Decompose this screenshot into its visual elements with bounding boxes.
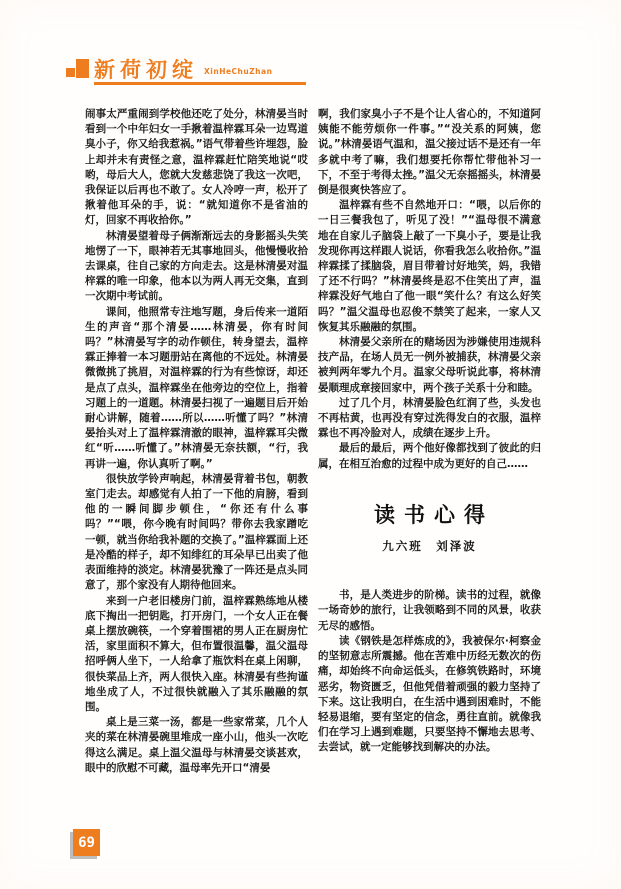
page-number-badge xyxy=(73,829,100,856)
paragraph: 温梓霖有些不自然地开口：“喂，以后你的一日三餐我包了，听见了没！”“温母很不满意地在自家儿子脑袋上敲了一下臭小子，要是让我发现你再这样跟人说话，你看我怎么收拾你。”温梓霖揉了揉脑袋，眉目带着讨好地笑，妈，我错了还不行吗？”林清晏终是忍不住笑出了声，温梓霖没好气地白了他一眼“笑什么？有这么好笑吗？”温父温母也忍俊不禁笑了起来，一家人又恢复其乐融融的氛围。 xyxy=(318,199,541,333)
reading-notes-byline: 九六班 刘泽波 xyxy=(382,539,477,554)
logo-square-small xyxy=(66,68,75,77)
story-column-left xyxy=(85,107,308,776)
section-title: 新荷初绽 xyxy=(94,58,198,82)
header-underline xyxy=(94,82,306,85)
paragraph: 桌上是三菜一汤，都是一些家常菜，几个人夹的菜在林清晏碗里堆成一座小山，他头一次吃得这么满足。桌上温父温母与林清晏交谈甚欢，眼中的欣慰不可藏，温母率先开口“清晏 xyxy=(85,716,308,774)
paragraph: 课间，他照常专注地写题，身后传来一道陌生的声音“那个清晏……林清晏，你有时间吗？”林清晏写字的动作顿住，转身望去，温梓霖正捧着一本习题册站在离他的不远处。林清晏微微挑了挑眉，对温梓霖的行为有些惊讶，却还是点了点头，温梓霖坐在他旁边的空位上，指着习题上的一道题。林清晏扫视了一遍题目后开始耐心讲解，随着……所以……听懂了吗？”林清晏抬头对上了温梓霖清澈的眼神，温梓霖耳尖微红“听……听懂了。”林清晏无奈扶额，“行，我再讲一遍，你认真听了啊。” xyxy=(85,305,308,470)
magazine-logo-icon xyxy=(66,58,90,84)
page-number: 69 xyxy=(78,834,95,851)
paragraph: 很快放学铃声响起，林清晏背着书包，朝教室门走去。却感觉有人拍了一下他的肩膀，看到他的一瞬间脚步顿住，“你还有什么事吗？”“喂，你今晚有时间吗？带你去我家蹭吃一顿，就当你给我补题的交换了。”温梓霖面上还是冷酷的样子，却不知绯红的耳朵早已出卖了他表面维持的淡定。林清晏犹豫了一阵还是点头同意了，那个家没有人期待他回来。 xyxy=(85,472,308,592)
paragraph: 林清晏父亲所在的赌场因为涉嫌使用违规科技产品，在场人员无一例外被捕获，林清晏父亲被判两年零九个月。温家父母听说此事，将林清晏顺理成章接回家中，两个孩子关系十分和睦。 xyxy=(318,336,541,394)
paragraph: 啊，我们家臭小子不是个让人省心的，不知道阿姨能不能劳烦你一件事。”“没关系的阿姨，您说。”林清晏语气温和，温父接过话不是还有一年多就中考了嘛，我们想要托你帮忙带他补习一下，不至于考得太挫。”温父无奈摇摇头，林清晏倒是很爽快答应了。 xyxy=(318,108,541,197)
paragraph: 过了几个月，林清晏脸色红润了些，头发也不再枯黄，也再没有穿过洗得发白的衣服，温梓霖也不再冷脸对人，成绩在逐步上升。 xyxy=(318,396,541,440)
logo-square-large xyxy=(76,59,89,78)
story-column-right xyxy=(318,107,541,756)
paragraph: 最后的最后，两个他好像都找到了彼此的归属，在相互治愈的过程中成为更好的自己…… xyxy=(318,442,541,470)
paragraph: 读《钢铁是怎样炼成的》，我被保尔·柯察金的坚韧意志所震撼。他在苦难中历经无数次的伤痛，却始终不向命运低头，在修筑铁路时，环境恶劣，物资匮乏，但他凭借着顽强的毅力坚持了下来。这让我明白，在生活中遇到困难时，不能轻易退缩，要有坚定的信念，勇往直前。就像我们在学习上遇到难题，只要坚持不懈地去思考、去尝试，就一定能够找到解决的办法。 xyxy=(318,634,541,754)
paragraph: 林清晏望着母子俩渐渐远去的身影摇头失笑地愣了一下，眼神若无其事地回头，他慢慢收拾去课桌，往自己家的方向走去。这是林清晏对温梓霖的唯一印象，他本以为两人再无交集，直到一次期中考试前。 xyxy=(85,229,308,303)
reading-notes-body xyxy=(318,588,541,755)
reading-notes-title: 读书心得 xyxy=(374,502,494,527)
paragraph: 来到一户老旧楼房门前，温梓霖熟练地从楼底下掏出一把钥匙，打开房门，一个女人正在餐桌上摆放碗筷，一个穿着围裙的男人正在厨房忙活，家里面积不算大，但布置很温馨，温父温母招呼俩人坐下，一人给拿了瓶饮料在桌上闲聊，很快菜品上齐，两人很快入座。林清晏有些拘谨地坐成了人，不过很快就融入了其乐融融的氛围。 xyxy=(85,594,308,713)
paragraph: 书，是人类进步的阶梯。读书的过程，就像一场奇妙的旅行，让我领略到不同的风景，收获无尽的感悟。 xyxy=(318,589,541,632)
paragraph: 闹事太严重闹到学校他还吃了处分，林清晏当时看到一个中年妇女一手揪着温梓霖耳朵一边骂道臭小子，你又给我惹祸。”语气带着些许埋怨，脸上却并未有责怪之意，温梓霖赶忙陪笑地说“哎哟，母后大人，您就大发慈悲饶了我这一次吧，我保证以后再也不敢了。女人冷哼一声，松开了揪着他耳朵的手，说：“就知道你不是省油的灯，回家不再收拾你。” xyxy=(85,108,308,227)
page-header xyxy=(66,54,316,88)
story-continuation xyxy=(318,107,541,472)
section-title-pinyin: XinHeChuZhan xyxy=(204,67,273,76)
